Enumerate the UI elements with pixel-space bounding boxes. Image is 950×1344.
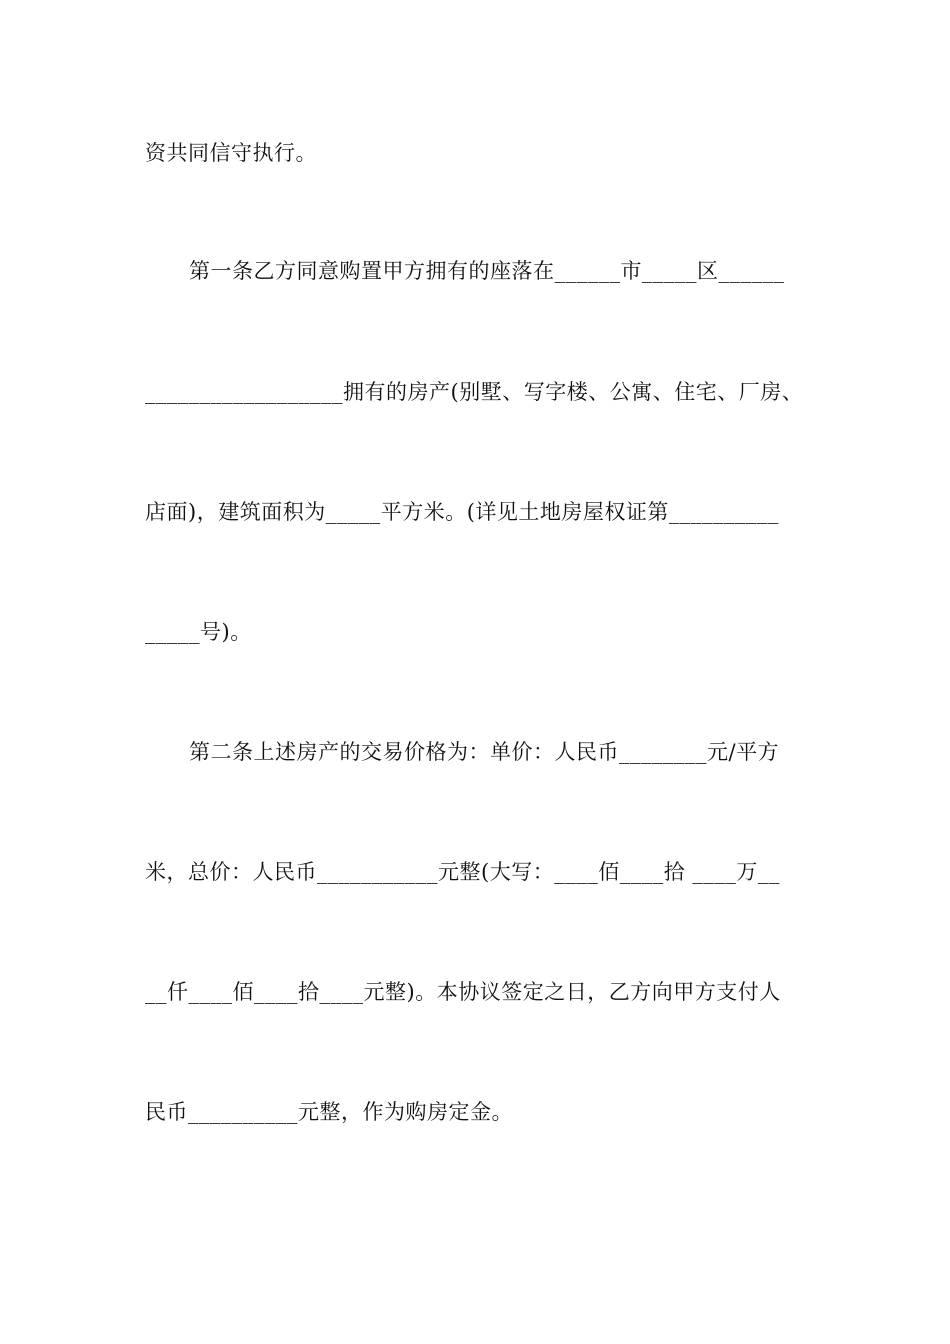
article-1-line-4: _____号)。	[145, 620, 252, 644]
text-line-1: 资共同信守执行。	[145, 141, 317, 165]
article-1-line-3: 店面)，建筑面积为_____平方米。(详见土地房屋权证第__________	[145, 500, 779, 524]
article-1-line-1: 第一条乙方同意购置甲方拥有的座落在______市_____区______	[189, 259, 785, 283]
article-2-line-3: __仟____佰____拾____元整)。本协议签定之日，乙方向甲方支付人	[145, 980, 781, 1004]
article-2-line-1: 第二条上述房产的交易价格为：单价：人民币________元/平方	[189, 740, 780, 764]
article-2-line-2: 米，总价：人民币___________元整(大写：____佰____拾 ____万__	[145, 860, 780, 884]
article-2-line-4: 民币__________元整，作为购房定金。	[145, 1100, 513, 1124]
article-1-line-2: __________________拥有的房产(别墅、写字楼、公寓、住宅、厂房、	[145, 380, 804, 404]
